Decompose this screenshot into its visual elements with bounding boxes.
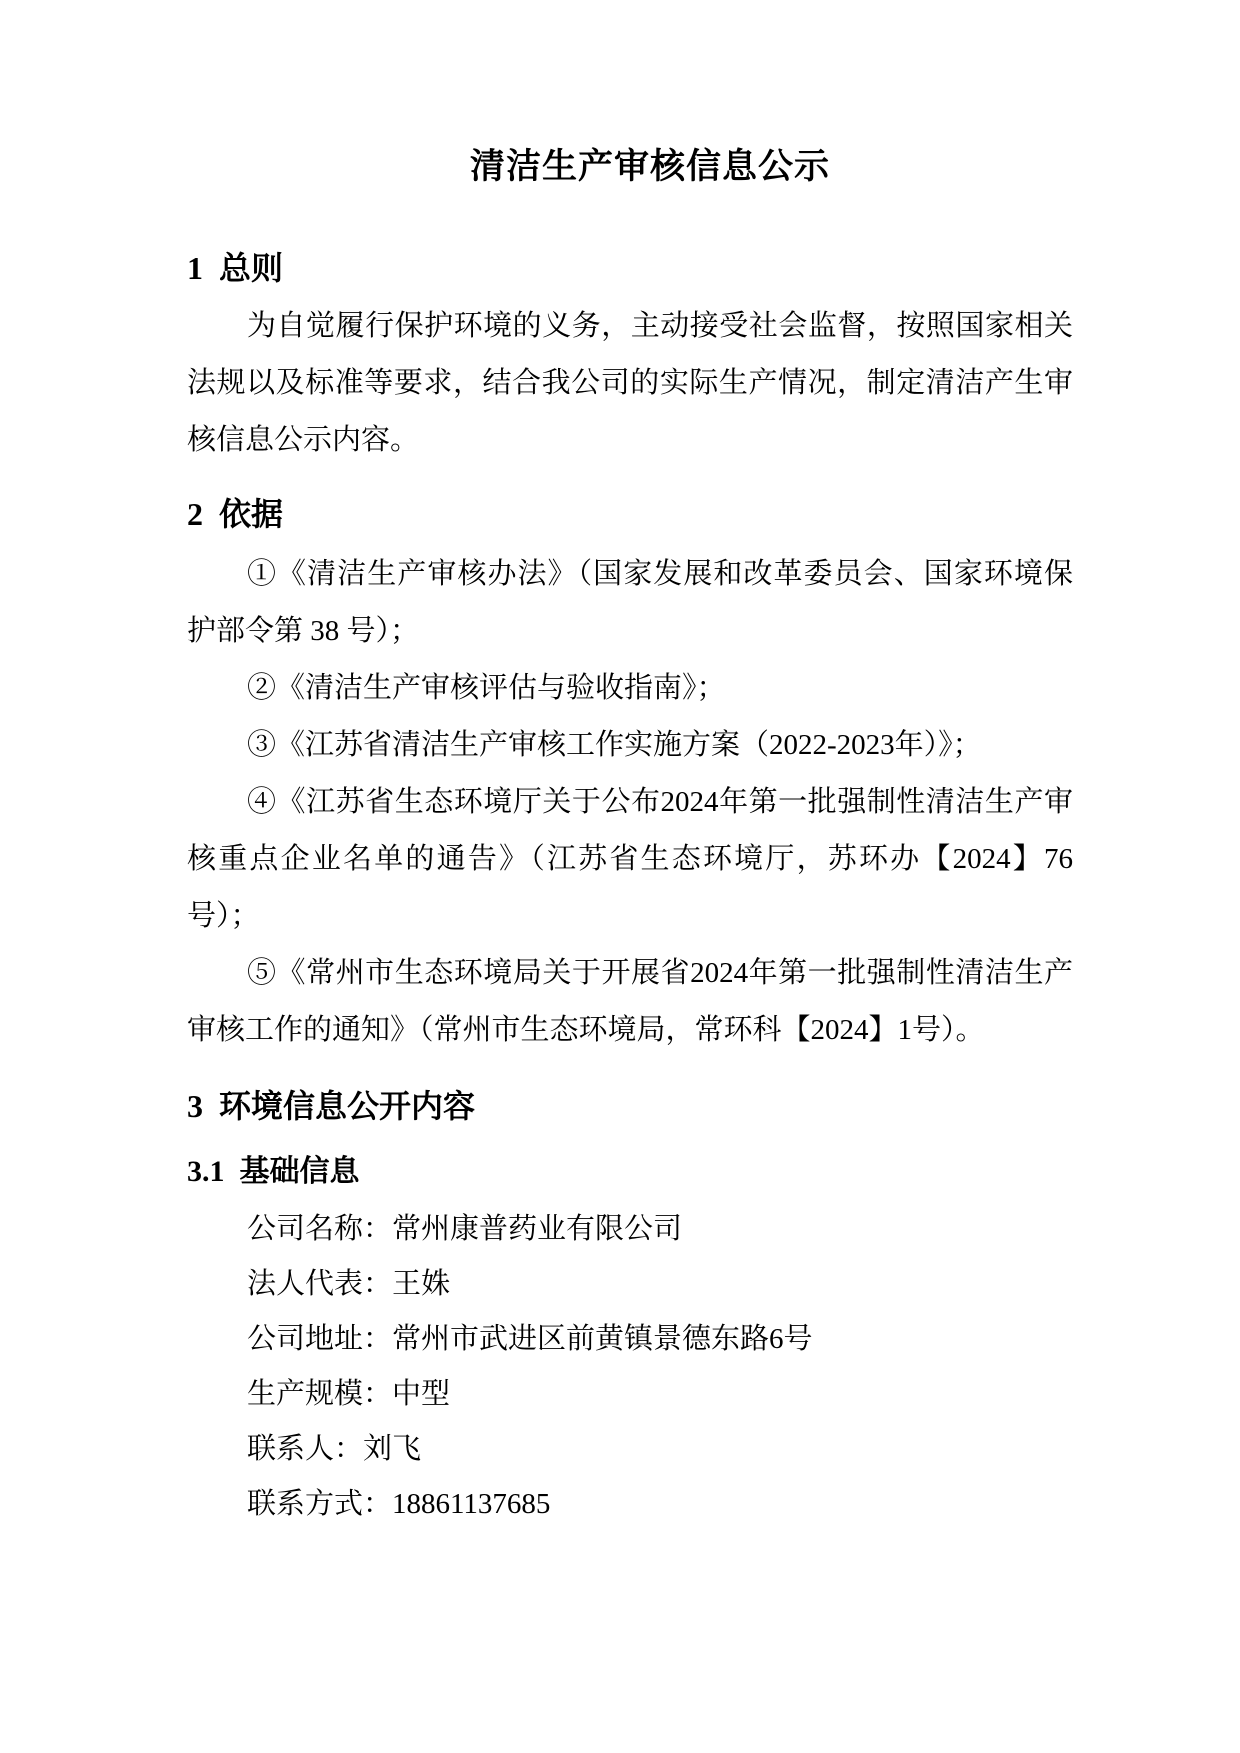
info-line-contact-phone: 联系方式：18861137685 (247, 1488, 551, 1520)
paragraph-line: 法规以及标准等要求，结合我公司的实际生产情况，制定清洁产生审 (187, 367, 1073, 399)
list-item-line: 审核工作的通知》（常州市生态环境局，常环科【2024】1号）。 (187, 1014, 985, 1046)
list-item-line: 号）； (187, 900, 260, 932)
section-3-heading: 3 环境信息公开内容 (187, 1088, 476, 1124)
section-1-heading: 1 总则 (187, 250, 284, 286)
section-1-paragraph (187, 298, 1073, 469)
list-item-line: ⑤《常州市生态环境局关于开展省2024年第一批强制性清洁生产 (247, 957, 1073, 989)
list-item-line: 核重点企业名单的通告》（江苏省生态环境厅，苏环办【2024】76 (187, 843, 1073, 875)
basic-info-block (187, 1202, 1073, 1532)
paragraph-line: 核信息公示内容。 (187, 424, 420, 456)
list-item-line: ④《江苏省生态环境厅关于公布2024年第一批强制性清洁生产审 (247, 786, 1073, 818)
section-3-1-heading: 3.1 基础信息 (187, 1155, 360, 1188)
info-line-scale: 生产规模：中型 (247, 1378, 451, 1410)
info-line-address: 公司地址：常州市武进区前黄镇景德东路6号 (247, 1323, 813, 1355)
section-2-list (187, 546, 1073, 1059)
document-page (187, 0, 1073, 1532)
list-item-line: ①《清洁生产审核办法》（国家发展和改革委员会、国家环境保 (247, 558, 1073, 590)
section-2-heading: 2 依据 (187, 496, 284, 532)
info-line-legal-rep: 法人代表：王姝 (247, 1268, 451, 1300)
list-item-line: 护部令第 38 号）； (187, 615, 420, 647)
info-line-company-name: 公司名称：常州康普药业有限公司 (247, 1213, 683, 1245)
list-item-line: ②《清洁生产审核评估与验收指南》； (247, 672, 726, 704)
paragraph-line: 为自觉履行保护环境的义务，主动接受社会监督，按照国家相关 (247, 310, 1073, 342)
list-item-line: ③《江苏省清洁生产审核工作实施方案（2022-2023年）》； (247, 729, 982, 761)
document-title: 清洁生产审核信息公示 (469, 147, 830, 186)
info-line-contact-person: 联系人：刘飞 (247, 1433, 422, 1465)
